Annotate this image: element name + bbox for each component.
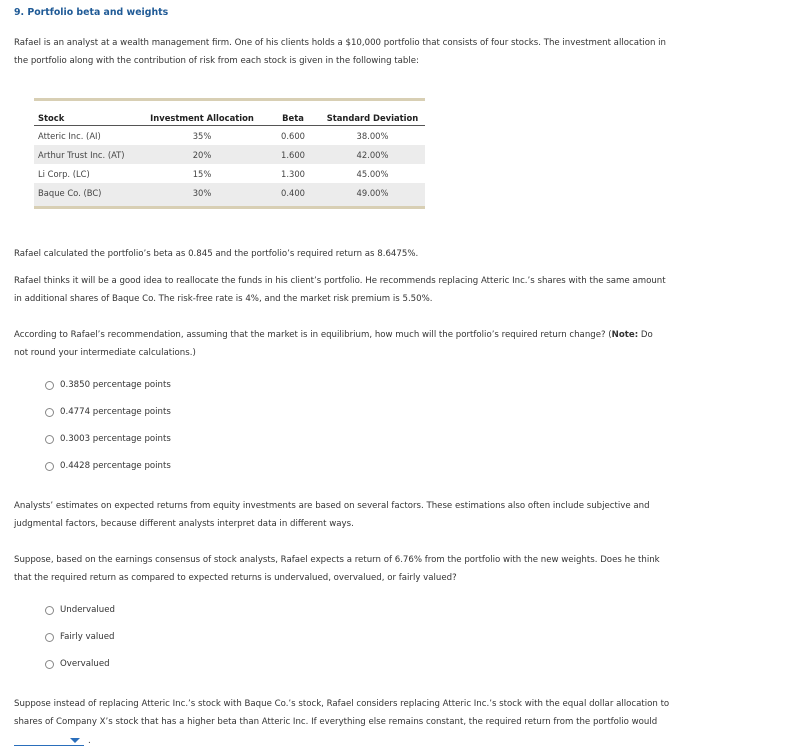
col-header-allocation: Investment Allocation [138, 100, 266, 126]
option-label: 0.4428 percentage points [60, 461, 171, 471]
chevron-down-icon[interactable] [70, 738, 80, 743]
radio-button-icon[interactable] [45, 381, 54, 390]
question-3-line-1: Suppose instead of replacing Atteric Inc.’s stock with Baque Co.’s stock, Rafael considers replacing Atteric Inc.’s stock with the equal dollar allocation to [14, 699, 670, 709]
note-label: Note: [611, 330, 639, 340]
stock-table [34, 98, 425, 209]
option-return-change-1[interactable] [45, 378, 171, 392]
table-row [34, 145, 425, 164]
option-overvalued[interactable] [45, 657, 110, 671]
cell-allocation: 30% [138, 183, 266, 208]
cell-stock: Atteric Inc. (AI) [38, 130, 101, 141]
cell-std-dev: 49.00% [320, 183, 425, 208]
cell-beta: 1.300 [281, 168, 305, 179]
realloc-line-1: Rafael thinks it will be a good idea to reallocate the funds in his client’s portfolio. He recommends replacing Atteric Inc.’s shares with the same amount [14, 276, 666, 286]
intro-line-2: the portfolio along with the contribution of risk from each stock is given in the following table: [14, 55, 419, 66]
question-1-prompt [14, 327, 704, 362]
option-label: Undervalued [60, 605, 115, 615]
analysts-line-1: Analysts’ estimates on expected returns from equity investments are based on several factors. These estimations also often include subjective and [14, 501, 650, 511]
cell-stock: Li Corp. (LC) [38, 168, 90, 179]
cell-allocation: 15% [192, 168, 212, 179]
question-1-line-1: According to Rafael’s recommendation, assuming that the market is in equilibrium, how much will the portfolio’s required return change? (Note: Do [14, 330, 653, 340]
table-row [34, 164, 425, 183]
radio-button-icon[interactable] [45, 606, 54, 615]
cell-allocation: 35% [192, 130, 212, 141]
option-label: 0.3850 percentage points [60, 380, 171, 390]
intro-paragraph [14, 35, 704, 70]
calc-paragraph: Rafael calculated the portfolio’s beta as 0.845 and the portfolio’s required return as 8.6475%. [14, 249, 419, 259]
question-3-prompt [14, 696, 704, 731]
question-2-line-2: that the required return as compared to expected returns is undervalued, overvalued, or fairly valued? [14, 572, 457, 583]
question-2-prompt [14, 552, 704, 587]
question-3-line-2: shares of Company X’s stock that has a higher beta than Atteric Inc. If everything else remains constant, the required return from the portfolio would [14, 716, 658, 727]
col-header-stock: Stock [34, 100, 138, 126]
realloc-paragraph [14, 273, 704, 308]
analysts-paragraph [14, 498, 704, 533]
option-label: 0.4774 percentage points [60, 407, 171, 417]
option-label: 0.3003 percentage points [60, 434, 171, 444]
option-return-change-3[interactable] [45, 432, 171, 446]
cell-beta: 0.600 [281, 130, 305, 141]
radio-button-icon[interactable] [45, 435, 54, 444]
option-return-change-4[interactable] [45, 459, 171, 473]
cell-stock: Arthur Trust Inc. (AT) [34, 145, 138, 164]
cell-stock: Baque Co. (BC) [34, 183, 138, 208]
sentence-period: . [88, 736, 91, 746]
table-header-row [34, 100, 425, 126]
radio-button-icon[interactable] [45, 633, 54, 642]
radio-button-icon[interactable] [45, 660, 54, 669]
cell-std-dev: 38.00% [356, 130, 389, 141]
question-2-line-1: Suppose, based on the earnings consensus of stock analysts, Rafael expects a return of 6.76% from the portfolio with the new weights. Does he think [14, 555, 660, 565]
option-fairly-valued[interactable] [45, 630, 114, 644]
cell-std-dev: 45.00% [356, 168, 389, 179]
analysts-line-2: judgmental factors, because different analysts interpret data in different ways. [14, 518, 354, 529]
intro-line-1: Rafael is an analyst at a wealth management firm. One of his clients holds a $10,000 portfolio that consists of four stocks. The investment allocation in [14, 38, 667, 48]
radio-button-icon[interactable] [45, 462, 54, 471]
table-row [34, 183, 425, 208]
col-header-beta: Beta [266, 100, 320, 126]
option-label: Overvalued [60, 659, 110, 669]
option-return-change-2[interactable] [45, 405, 171, 419]
realloc-line-2: in additional shares of Baque Co. The risk-free rate is 4%, and the market risk premium is 5.50%. [14, 293, 433, 304]
question-title: 9. Portfolio beta and weights [14, 7, 169, 18]
option-label: Fairly valued [60, 632, 115, 642]
required-return-dropdown[interactable] [14, 735, 84, 746]
option-undervalued[interactable] [45, 603, 115, 617]
cell-allocation: 20% [138, 145, 266, 164]
question-1-line-2: not round your intermediate calculations.) [14, 347, 196, 358]
cell-beta: 0.400 [266, 183, 320, 208]
col-header-std-dev: Standard Deviation [320, 100, 425, 126]
cell-std-dev: 42.00% [320, 145, 425, 164]
cell-beta: 1.600 [266, 145, 320, 164]
table-row [34, 126, 425, 146]
radio-button-icon[interactable] [45, 408, 54, 417]
